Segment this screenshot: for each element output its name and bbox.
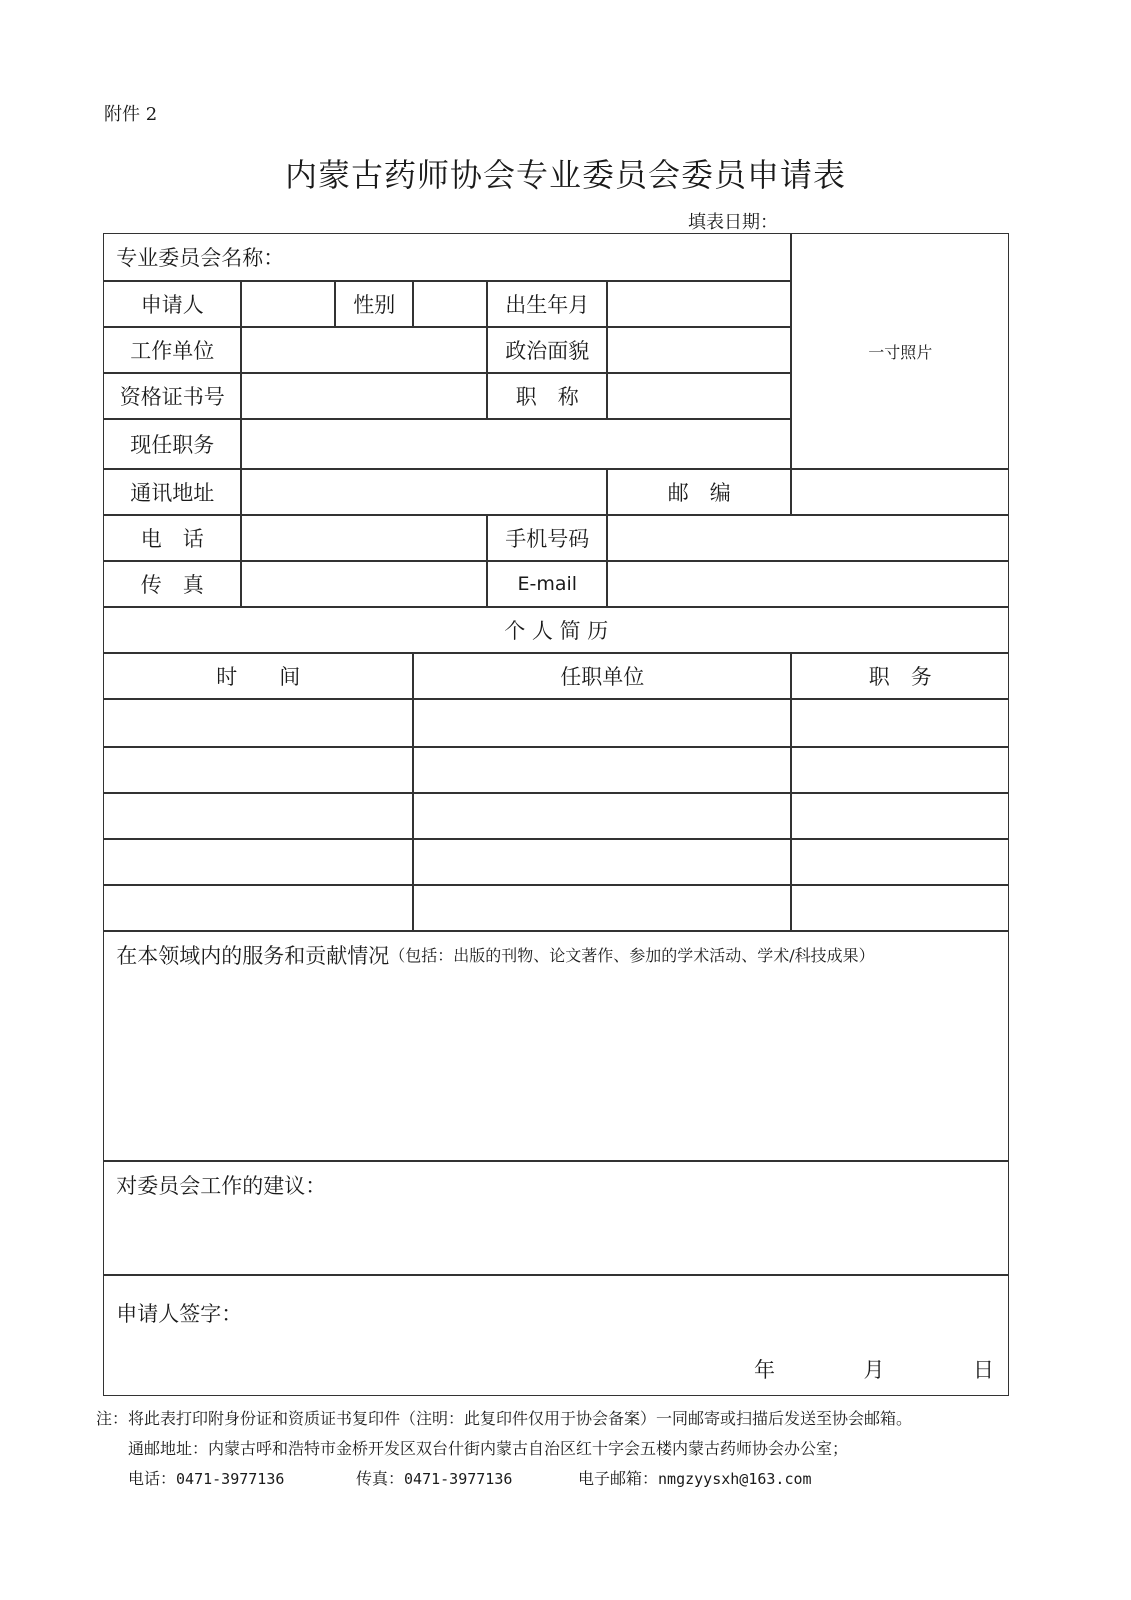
resume-duty-cell[interactable] [791, 885, 1009, 931]
resume-unit-cell[interactable] [413, 699, 791, 747]
gender-input[interactable] [413, 281, 487, 327]
address-label: 通讯地址 [103, 469, 241, 515]
photo-label: 一寸照片 [868, 342, 933, 362]
applicant-label: 申请人 [103, 281, 241, 327]
resume-section-title: 个 人 简 历 [103, 607, 1009, 653]
postcode-label: 邮 编 [607, 469, 791, 515]
birth-input[interactable] [607, 281, 791, 327]
political-label: 政治面貌 [487, 327, 607, 373]
page-title: 内蒙古药师协会专业委员会委员申请表 [284, 156, 846, 194]
resume-col-unit: 任职单位 [413, 653, 791, 699]
resume-duty-cell[interactable] [791, 699, 1009, 747]
fill-date-label: 填表日期： [688, 212, 778, 233]
mobile-label: 手机号码 [487, 515, 607, 561]
birth-label: 出生年月 [487, 281, 607, 327]
title-label: 职 称 [487, 373, 607, 419]
footer-fax [356, 1466, 512, 1489]
resume-col-time: 时 间 [103, 653, 413, 699]
resume-col-duty: 职 务 [791, 653, 1009, 699]
footer-fax-label: 传真： [356, 1469, 405, 1488]
position-input[interactable] [241, 419, 791, 469]
footer-email [578, 1466, 812, 1489]
phone-label: 电 话 [103, 515, 241, 561]
work-unit-input[interactable] [241, 327, 487, 373]
address-input[interactable] [241, 469, 607, 515]
work-unit-label: 工作单位 [103, 327, 241, 373]
email-label: E-mail [487, 561, 607, 607]
email-input[interactable] [607, 561, 1009, 607]
signature-year: 年 [754, 1358, 775, 1382]
resume-duty-cell[interactable] [791, 747, 1009, 793]
suggestion-label: 对委员会工作的建议： [116, 1174, 327, 1199]
resume-unit-cell[interactable] [413, 885, 791, 931]
photo-box[interactable] [791, 233, 1009, 469]
signature-month: 月 [863, 1358, 885, 1382]
resume-time-cell[interactable] [103, 699, 413, 747]
resume-time-cell[interactable] [103, 839, 413, 885]
gender-label: 性别 [335, 281, 413, 327]
mobile-input[interactable] [607, 515, 1009, 561]
resume-time-cell[interactable] [103, 747, 413, 793]
resume-unit-cell[interactable] [413, 793, 791, 839]
footer-note: 注：将此表打印附身份证和资质证书复印件（注明：此复印件仅用于协会备案）一同邮寄或扫描后发送至协会邮箱。 [96, 1409, 913, 1428]
footer-email-value[interactable]: nmgzyysxh@163.com [658, 1470, 812, 1488]
applicant-input[interactable] [241, 281, 335, 327]
position-label: 现任职务 [103, 419, 241, 469]
suggestion-field[interactable] [103, 1161, 1009, 1275]
resume-time-cell[interactable] [103, 885, 413, 931]
resume-duty-cell[interactable] [791, 839, 1009, 885]
cert-label: 资格证书号 [103, 373, 241, 419]
resume-duty-cell[interactable] [791, 793, 1009, 839]
cert-input[interactable] [241, 373, 487, 419]
resume-unit-cell[interactable] [413, 747, 791, 793]
footer-phone-value: 0471-3977136 [176, 1470, 285, 1488]
signature-label: 申请人签字： [116, 1302, 243, 1327]
political-input[interactable] [607, 327, 791, 373]
service-note: （包括：出版的刊物、论文著作、参加的学术活动、学术/科技成果） [389, 946, 875, 966]
committee-name-label: 专业委员会名称： [116, 246, 285, 271]
footer-fax-value: 0471-3977136 [404, 1470, 513, 1488]
fax-input[interactable] [241, 561, 487, 607]
footer-address: 通邮地址：内蒙古呼和浩特市金桥开发区双台什街内蒙古自治区红十字会五楼内蒙古药师协会办公室； [128, 1439, 849, 1458]
service-label: 在本领域内的服务和贡献情况 [116, 944, 390, 969]
footer-phone [128, 1466, 284, 1489]
resume-unit-cell[interactable] [413, 839, 791, 885]
fax-label: 传 真 [103, 561, 241, 607]
attachment-label: 附件 2 [104, 104, 158, 125]
committee-name-field[interactable] [103, 233, 791, 281]
title-input[interactable] [607, 373, 791, 419]
application-form [104, 234, 1010, 1397]
phone-input[interactable] [241, 515, 487, 561]
signature-day: 日 [973, 1358, 994, 1382]
footer-phone-label: 电话： [128, 1469, 177, 1488]
resume-time-cell[interactable] [103, 793, 413, 839]
service-contribution-field[interactable] [103, 931, 1009, 1161]
signature-date [754, 1354, 994, 1384]
footer-email-label: 电子邮箱： [578, 1469, 659, 1488]
postcode-input[interactable] [791, 469, 1009, 515]
